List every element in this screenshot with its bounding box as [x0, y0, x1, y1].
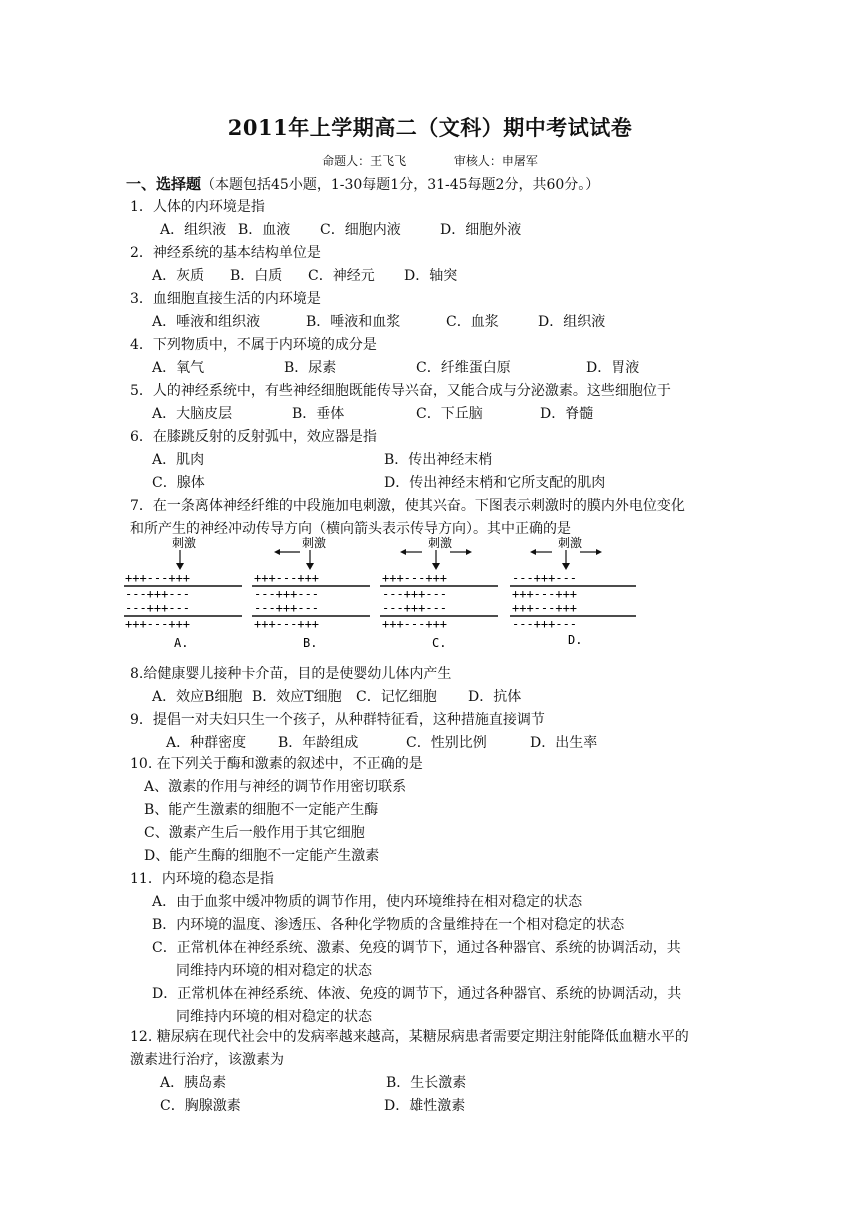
- option-b: B．垂体: [292, 406, 345, 422]
- option-c: C．正常机体在神经系统、激素、免疫的调节下，通过各种器官、系统的协调活动，共: [152, 940, 681, 956]
- option-a: A．大脑皮层: [152, 406, 233, 422]
- option-d: D．细胞外液: [440, 222, 522, 238]
- membrane-row-outer: +++---+++: [254, 617, 320, 631]
- option-d: D．正常机体在神经系统、体液、免疫的调节下，通过各种器官、系统的协调活动，共: [152, 986, 682, 1002]
- question-stem-continued: 激素进行治疗，该激素为: [130, 1052, 284, 1068]
- option-a: A．灰质: [152, 268, 205, 284]
- membrane-row-outer: ---+++---: [512, 571, 578, 585]
- option-b: B．年龄组成: [278, 735, 359, 751]
- membrane-row-inner: ---+++---: [125, 601, 191, 615]
- option-b: B、能产生激素的细胞不一定能产生酶: [144, 802, 379, 818]
- option-d: D．传出神经末梢和它所支配的肌肉: [384, 475, 606, 491]
- membrane-row-inner: ---+++---: [382, 601, 448, 615]
- question-options: [152, 404, 593, 424]
- stimulus-label: 刺激: [302, 536, 327, 550]
- membrane-row-outer: +++---+++: [382, 571, 448, 585]
- panel-label: C.: [432, 636, 447, 650]
- stimulus-label: 刺激: [558, 536, 583, 550]
- arrowhead-icon: [274, 549, 280, 555]
- arrowhead-icon: [530, 549, 536, 555]
- option-c: C．记忆细胞: [356, 689, 437, 705]
- option-d-continued: 同维持内环境的相对稳定的状态: [176, 1009, 372, 1025]
- option-b: B．效应T细胞: [252, 689, 342, 705]
- option-b: B．生长激素: [386, 1075, 467, 1091]
- option-c: C．细胞内液: [320, 222, 401, 238]
- option-c: C．胸腺激素: [160, 1098, 241, 1114]
- question-stem: 12. 糖尿病在现代社会中的发病率越来越高，某糖尿病患者需要定期注射能降低血糖水平的: [130, 1029, 689, 1045]
- option-d: D．脊髓: [540, 406, 594, 422]
- option-b: B．内环境的温度、渗透压、各种化学物质的含量维持在一个相对稳定的状态: [152, 917, 625, 933]
- arrowhead-icon: [466, 549, 472, 555]
- stimulus-label: 刺激: [172, 536, 197, 550]
- option-c-continued: 同维持内环境的相对稳定的状态: [176, 963, 372, 979]
- panel-b: [252, 535, 370, 650]
- option-d: D．抗体: [468, 689, 522, 705]
- arrowhead-icon: [400, 549, 406, 555]
- option-c: C．下丘脑: [416, 406, 483, 422]
- membrane-row-outer: ---+++---: [512, 617, 578, 631]
- option-b: B．尿素: [284, 360, 337, 376]
- question-options: [152, 450, 492, 470]
- section-heading: [126, 174, 599, 195]
- membrane-row-inner: ---+++---: [254, 601, 320, 615]
- option-c: C、激素产生后一般作用于其它细胞: [144, 825, 365, 841]
- option-d: D．雄性激素: [384, 1098, 466, 1114]
- question-options: [166, 733, 597, 753]
- membrane-row-outer: +++---+++: [125, 571, 191, 585]
- question-options: [160, 1073, 466, 1093]
- panel-c: [380, 535, 498, 650]
- membrane-row-outer: +++---+++: [254, 571, 320, 585]
- option-a: A．由于血浆中缓冲物质的调节作用，使内环境维持在相对稳定的状态: [152, 894, 583, 910]
- stimulus-label: 刺激: [428, 536, 453, 550]
- option-a: A．唾液和组织液: [152, 314, 261, 330]
- panel-d: [510, 535, 636, 647]
- question-stem: 3．血细胞直接生活的内环境是: [130, 291, 321, 307]
- arrowhead-icon: [596, 549, 602, 555]
- section-note: （本题包括45小题，1-30每题1分，31-45每题2分，共60分。）: [201, 177, 600, 193]
- question-stem: 4．下列物质中，不属于内环境的成分是: [130, 337, 377, 353]
- option-a: A．胰岛素: [160, 1075, 227, 1091]
- membrane-row-inner: ---+++---: [125, 587, 191, 601]
- question-stem: 1．人体的内环境是指: [130, 199, 265, 215]
- option-c: C．血浆: [446, 314, 499, 330]
- membrane-row-outer: +++---+++: [382, 617, 448, 631]
- question-stem: 2．神经系统的基本结构单位是: [130, 245, 321, 261]
- arrowhead-icon: [562, 563, 570, 570]
- question-stem: 10. 在下列关于酶和激素的叙述中，不正确的是: [130, 756, 423, 772]
- arrowhead-icon: [306, 563, 314, 570]
- option-c: C．性别比例: [406, 735, 487, 751]
- question-options: [152, 312, 605, 332]
- setter-label: 命题人：王飞飞: [322, 154, 407, 168]
- option-a: A．种群密度: [166, 735, 247, 751]
- membrane-row-inner: +++---+++: [512, 587, 578, 601]
- question-stem: 9．提倡一对夫妇只生一个孩子，从种群特征看，这种措施直接调节: [130, 712, 545, 728]
- option-c: C．腺体: [152, 475, 205, 491]
- reviewer-label: 审核人：申屠军: [453, 154, 538, 168]
- option-d: D．轴突: [404, 268, 458, 284]
- membrane-row-outer: +++---+++: [125, 617, 191, 631]
- option-d: D、能产生酶的细胞不一定能产生激素: [144, 848, 380, 864]
- option-a: A．肌肉: [152, 452, 205, 468]
- option-d: D．胃液: [586, 360, 640, 376]
- panel-label: D.: [568, 633, 583, 647]
- question-stem: 11．内环境的稳态是指: [130, 871, 274, 887]
- option-c: C．神经元: [308, 268, 375, 284]
- page-title: 2011年上学期高二（文科）期中考试试卷: [227, 115, 633, 140]
- authors-line: [0, 152, 860, 169]
- question-stem: 7．在一条离体神经纤维的中段施加电刺激，使其兴奋。下图表示刺激时的膜内外电位变化: [130, 498, 685, 514]
- question-options: [152, 358, 639, 378]
- question-stem: 6．在膝跳反射的反射弧中，效应器是指: [130, 429, 377, 445]
- option-c: C．纤维蛋白原: [416, 360, 511, 376]
- question-options: [160, 1096, 465, 1116]
- membrane-row-inner: ---+++---: [254, 587, 320, 601]
- panel-label: B.: [303, 636, 318, 650]
- panel-label: A.: [174, 636, 189, 650]
- option-a: A．氧气: [152, 360, 205, 376]
- option-d: D．组织液: [538, 314, 606, 330]
- panel-a: [124, 535, 242, 650]
- option-a: A．效应B细胞: [152, 689, 243, 705]
- question-options: [152, 473, 605, 493]
- option-b: B．白质: [230, 268, 283, 284]
- question-options: [152, 266, 457, 286]
- option-b: B．唾液和血浆: [306, 314, 401, 330]
- question-options: [160, 220, 521, 240]
- option-a: A．组织液: [160, 222, 227, 238]
- option-b: B．传出神经末梢: [384, 452, 493, 468]
- question-stem: 5．人的神经系统中，有些神经细胞既能传导兴奋，又能合成与分泌激素。这些细胞位于: [130, 383, 671, 399]
- option-b: B．血液: [238, 222, 291, 238]
- question-options: [152, 687, 521, 707]
- question-stem-continued: 和所产生的神经冲动传导方向（横向箭头表示传导方向）。其中正确的是: [130, 521, 571, 537]
- arrowhead-icon: [176, 563, 184, 570]
- nerve-fiber-diagram: [120, 532, 650, 657]
- question-stem: 8.给健康婴儿接种卡介苗，目的是使婴幼儿体内产生: [130, 666, 452, 682]
- membrane-row-inner: ---+++---: [382, 587, 448, 601]
- arrowhead-icon: [432, 563, 440, 570]
- option-a: A、激素的作用与神经的调节作用密切联系: [144, 779, 407, 795]
- option-d: D．出生率: [530, 735, 598, 751]
- membrane-row-inner: +++---+++: [512, 601, 578, 615]
- section-name: 一、选择题: [126, 175, 202, 193]
